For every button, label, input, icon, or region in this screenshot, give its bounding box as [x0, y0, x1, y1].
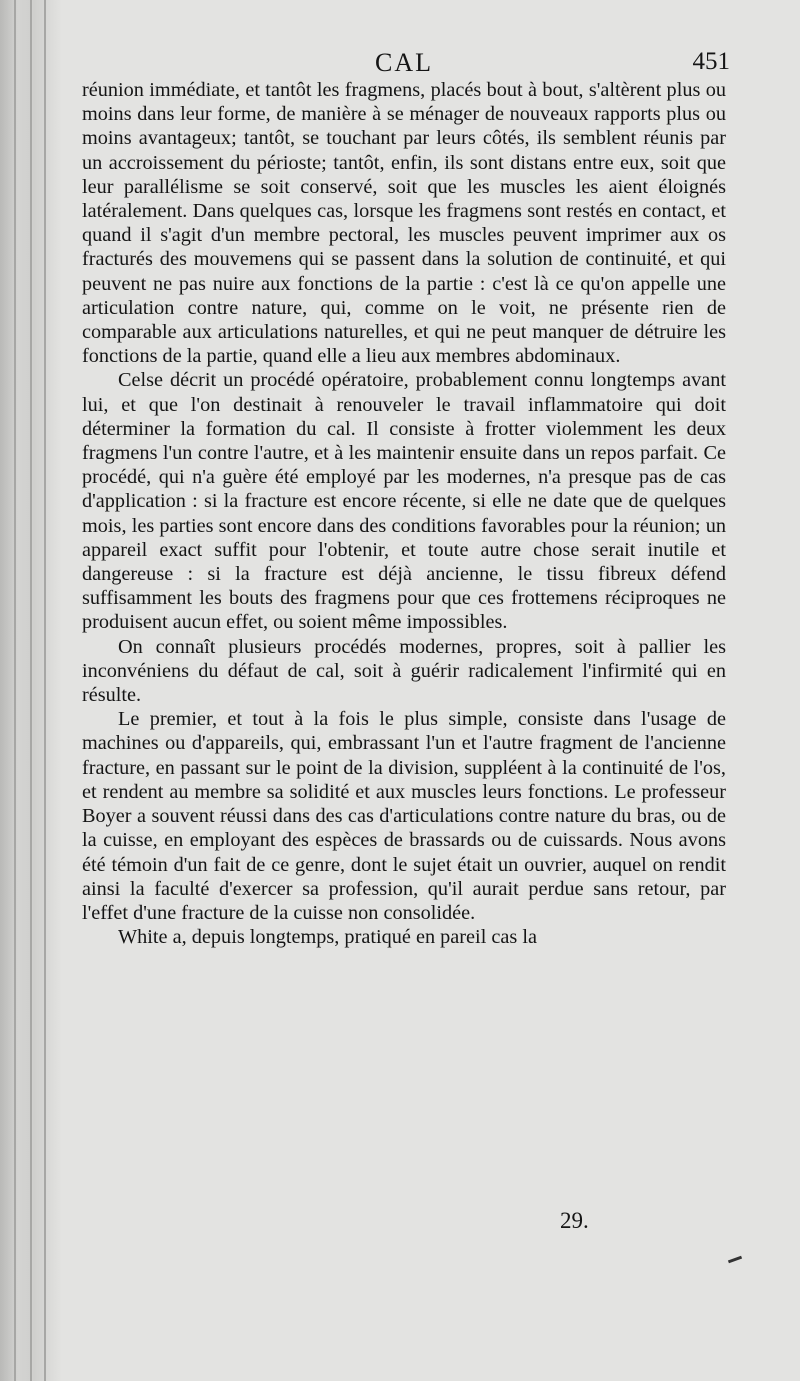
page-number: 451	[692, 48, 730, 75]
gutter-fold-line	[30, 0, 32, 1381]
paragraph-procedes-modernes: On connaît plusieurs procédés modernes, propres, soit à pallier les inconvéniens du défaut de cal, soit à guérir radicalement l'infirmité qui en résulte.	[82, 635, 726, 707]
paragraph-continued: réunion immédiate, et tantôt les fragmens, placés bout à bout, s'altèrent plus ou moins dans leur forme, de manière à se ménager de nouveaux rapports plus ou moins avantageux; tantôt, se touchant par leurs côtés, ils semblent réunis par un accroissement du périoste; tantôt, enfin, ils sont distans entre eux, soit que leur parallélisme se soit conservé, soit que les muscles les aient éloignés latéralement. Dans quelques cas, lorsque les fragmens sont restés en contact, et quand il s'agit d'un membre pectoral, les muscles peuvent imprimer aux os fracturés des mouvemens qui se passent dans la solution de continuité, et qui peuvent ne pas nuire aux fonctions de la partie : c'est là ce qu'on appelle une articulation contre nature, qui, comme on le voit, ne présente rien de comparable aux articulations naturelles, et qui ne peut manquer de détruire les fonctions de la partie, quand elle a lieu aux membres abdominaux.	[82, 79, 726, 368]
binding-gutter	[0, 0, 62, 1381]
gutter-fold-line	[44, 0, 46, 1381]
paragraph-celse: Celse décrit un procédé opératoire, probablement connu longtemps avant lui, et que l'on destinait à renouveler le travail inflammatoire qui doit déterminer la formation du cal. Il consiste à frotter violemment les deux fragmens l'un contre l'autre, et à les maintenir ensuite dans un repos parfait. Ce procédé, qui n'a guère été employé par les modernes, n'a presque pas de cas d'application : si la fracture est encore récente, si elle ne date que de quelques mois, les parties sont encore dans des conditions favorables pour la réunion; un appareil exact suffit pour l'obtenir, et toute autre chose serait inutile et dangereuse : si la fracture est déjà ancienne, le tissu fibreux défend suffisamment les bouts des fragmens pour que ces frottemens réciproques ne produisent aucun effet, ou soient même impossibles.	[82, 369, 726, 634]
paragraph-white: White a, depuis longtemps, pratiqué en pareil cas la	[118, 926, 538, 949]
book-page	[82, 44, 730, 949]
ink-mark	[728, 1256, 742, 1264]
paragraph-premier-procede: Le premier, et tout à la fois le plus simple, consiste dans l'usage de machines ou d'appareils, qui, embrassant l'un et l'autre fragment de l'ancienne fracture, en passant sur le point de la division, suppléent à la continuité de l'os, et rendent au membre sa solidité et aux muscles leurs fonctions. Le professeur Boyer a souvent réussi dans des cas d'articulations contre nature du bras, ou de la cuisse, en employant des espèces de brassards ou de cuissards. Nous avons été témoin d'un fait de ce genre, dont le sujet était un ouvrier, auquel on rendit ainsi la faculté d'exercer sa profession, qu'il aurait perdue sans retour, par l'effet d'une fracture de la cuisse non consolidée.	[82, 708, 726, 924]
body-text	[82, 78, 726, 949]
gutter-fold-line	[14, 0, 16, 1381]
running-header	[82, 44, 730, 78]
running-title: CAL	[375, 48, 433, 77]
signature-mark: 29.	[560, 1208, 589, 1233]
